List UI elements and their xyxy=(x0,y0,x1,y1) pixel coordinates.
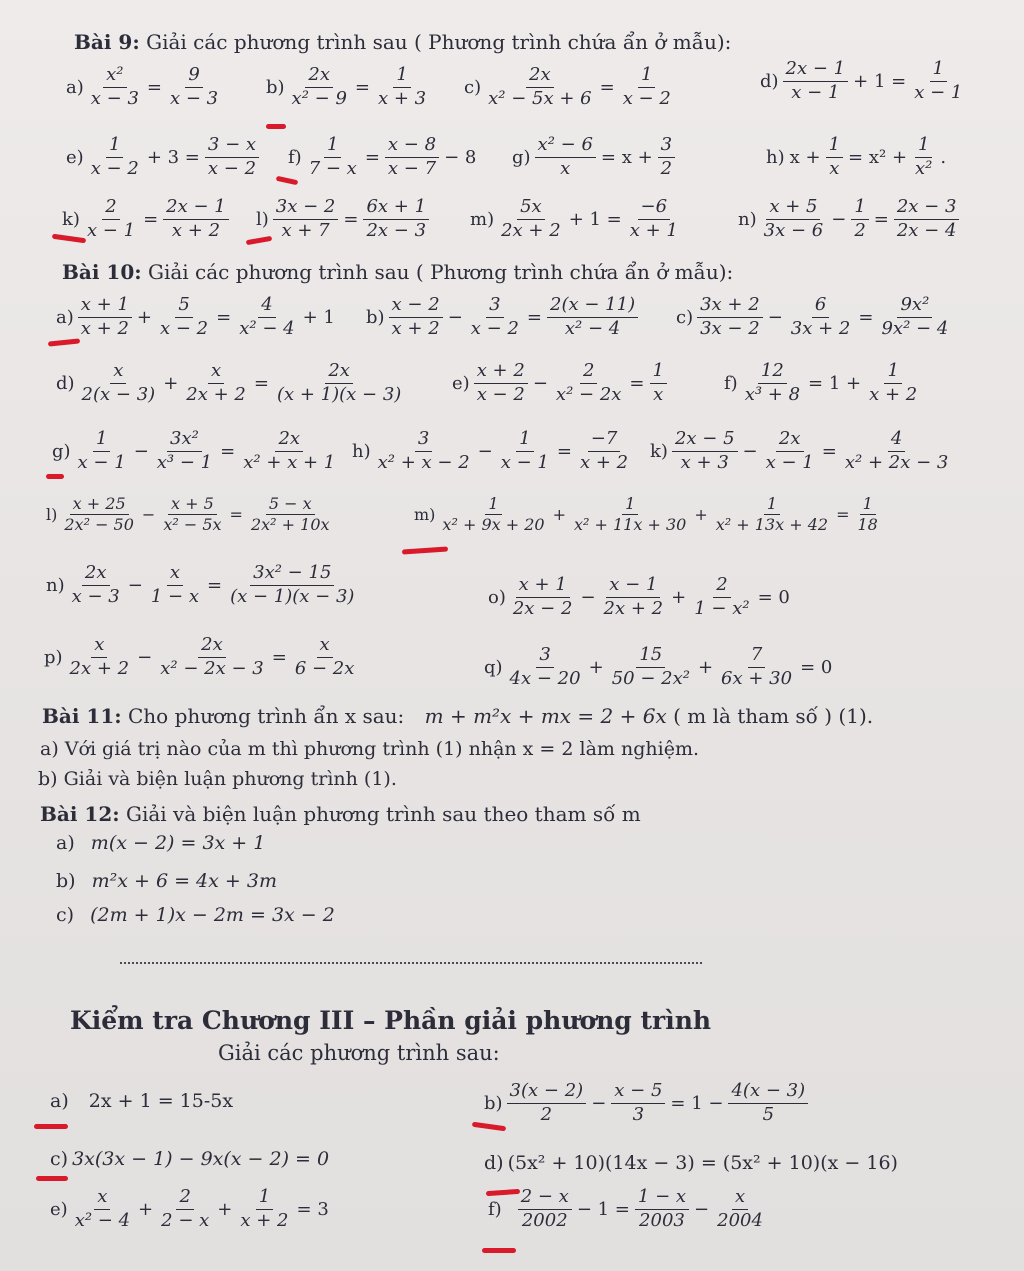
bai10-item-e: e) $\frac{x + 2}{x - 2}$ − $\frac{2}{\text{x² − 2x}}$ = $\frac{1}{x}$ xyxy=(452,360,669,406)
test-heading: Kiểm tra Chương III – Phần giải phương trình xyxy=(70,1006,712,1035)
bai9-item-h: h) x + $\frac{1}{x}$ = x² + $\frac{1}{\text{x²}}$ . xyxy=(766,134,947,179)
bai12-part-c: c) (2m + 1)x − 2m = 3x − 2 xyxy=(56,904,335,926)
bai10-item-p: p) $\frac{x}{2x + 2}$ − $\frac{2x}{\text{x² − 2x − 3}}$ = $\frac{x}{6 - 2x}$ xyxy=(44,634,355,679)
bai9-item-m: m) $\frac{5x}{2x + 2}$ + 1 = $\frac{-6}{x + 1}$ xyxy=(470,196,678,241)
red-mark-bai9-b xyxy=(266,124,286,129)
bai9-item-l: l) $\frac{3x - 2}{x + 7}$ = $\frac{6x + 1}{2x - 3}$ xyxy=(256,196,431,242)
bai9-item-a: a) $\frac{\text{x²}}{x - 3}$ = $\frac{9}{x - 3}$ xyxy=(66,64,219,109)
bai10-item-m: m) $\frac{1}{\text{x² + 9x + 20}}$ + $\frac{1}{\text{x² + 11x + 30}}$ + $\frac{1}{\text{x² + 13x + 42}}$ = $\frac{1}{18}$ xyxy=(414,494,878,534)
test-item-b: b) $\frac{3(x - 2)}{2}$ − $\frac{x - 5}{3}$ = 1 − $\frac{4(x - 3)}{5}$ xyxy=(484,1080,810,1126)
test-item-d: d) (5x² + 10)(14x − 3) = (5x² + 10)(x − 16) xyxy=(484,1152,898,1174)
bai12-title: Bài 12: Giải và biện luận phương trình sau theo tham số m xyxy=(40,802,641,826)
bai11-part-a: a) Với giá trị nào của m thì phương trình (1) nhận x = 2 làm nghiệm. xyxy=(40,738,699,760)
bai10-item-n: n) $\frac{2x}{x - 3}$ − $\frac{x}{1 - x}$ = $\frac{\text{3x² − 15}}{(x - 1)(x - 3)}$ xyxy=(46,562,355,607)
bai11-title: Bài 11: Cho phương trình ẩn x sau: m + m²x + mx = 2 + 6x ( m là tham số ) (1). xyxy=(42,704,874,728)
bai9-item-b: b) $\frac{2x}{\text{x² − 9}}$ = $\frac{1}{x + 3}$ xyxy=(266,64,427,109)
bai11-part-b: b) Giải và biện luận phương trình (1). xyxy=(38,768,397,790)
bai10-item-d: d) $\frac{x}{2(x - 3)}$ + $\frac{x}{2x + 2}$ = $\frac{2x}{(x + 1)(x - 3)}$ xyxy=(56,360,402,405)
bai9-item-k: k) $\frac{2}{x - 1}$ = $\frac{2x - 1}{x + 2}$ xyxy=(62,196,231,242)
bai10-item-o: o) $\frac{x + 1}{2x - 2}$ − $\frac{x - 1}{2x + 2}$ + $\frac{2}{\text{1 − x²}}$ = 0 xyxy=(488,574,790,619)
bai9-item-c: c) $\frac{2x}{\text{x² − 5x + 6}}$ = $\frac{1}{x - 2}$ xyxy=(464,64,671,109)
bai9-item-f: f) $\frac{1}{7 - x}$ = $\frac{x - 8}{x - 7}$ − 8 xyxy=(288,134,477,179)
test-item-e: e) $\frac{x}{\text{x² − 4}}$ + $\frac{2}{2 - x}$ + $\frac{1}{x + 2}$ = 3 xyxy=(50,1186,329,1231)
test-item-a: a) 2x + 1 = 15-5x xyxy=(50,1090,234,1112)
red-mark-bai10-a xyxy=(48,338,80,346)
bai9-item-e: e) $\frac{1}{x - 2}$ + 3 = $\frac{3 - x}{x - 2}$ xyxy=(66,134,261,180)
bai12-part-b: b) m²x + 6 = 4x + 3m xyxy=(56,870,277,892)
red-mark-test-a xyxy=(34,1124,68,1129)
bai10-item-l: l) $\frac{x + 25}{\text{2x² − 50}}$ − $\frac{x + 5}{\text{x² − 5x}}$ = $\frac{5 - x}{\text{2x² + 10x}}$ xyxy=(46,494,330,534)
red-mark-bai9-l xyxy=(246,236,272,245)
bai10-item-g: g) $\frac{1}{x - 1}$ − $\frac{\text{3x²}}{\text{x³ − 1}}$ = $\frac{2x}{\text{x² + x + 1}}$ xyxy=(52,428,336,473)
bai10-item-c: c) $\frac{3x + 2}{3x - 2}$ − $\frac{6}{3x + 2}$ = $\frac{\text{9x²}}{\text{9x² − 4}}$ xyxy=(676,294,949,339)
bai10-item-f: f) $\frac{12}{\text{x³ + 8}}$ = 1 + $\frac{1}{x + 2}$ xyxy=(724,360,918,405)
test-subheading: Giải các phương trình sau: xyxy=(218,1041,500,1065)
bai10-item-a: a) $\frac{x + 1}{x + 2}$ + $\frac{5}{x - 2}$ = $\frac{4}{\text{x² − 4}}$ + 1 xyxy=(56,294,335,339)
red-mark-test-c xyxy=(36,1176,68,1181)
red-mark-bai10-m xyxy=(402,546,448,554)
bai9-title: Bài 9: Giải các phương trình sau ( Phương trình chứa ẩn ở mẫu): xyxy=(74,30,732,54)
bai9-item-d: d) $\frac{2x - 1}{x - 1}$ + 1 = $\frac{1}{x - 1}$ xyxy=(760,58,963,103)
bai10-item-k: k) $\frac{2x - 5}{x + 3}$ − $\frac{2x}{x - 1}$ = $\frac{4}{\text{x² + 2x − 3}}$ xyxy=(650,428,949,473)
dotted-separator xyxy=(120,962,702,964)
test-item-c: c) 3x(3x − 1) − 9x(x − 2) = 0 xyxy=(50,1148,330,1170)
bai12-part-a: a) m(x − 2) = 3x + 1 xyxy=(56,832,266,854)
bai10-title: Bài 10: Giải các phương trình sau ( Phương trình chứa ẩn ở mẫu): xyxy=(62,260,734,284)
bai10-item-b: b) $\frac{x - 2}{x + 2}$ − $\frac{3}{x - 2}$ = $\frac{2(x - 11)}{\text{x² − 4}}$ xyxy=(366,294,640,340)
red-mark-bai10-g xyxy=(46,474,64,479)
bai9-item-n: n) $\frac{x + 5}{3x - 6}$ − $\frac{1}{2}$ = $\frac{2x - 3}{2x - 4}$ xyxy=(738,196,961,242)
red-mark-test-f-bottom xyxy=(482,1248,516,1253)
bai10-item-q: q) $\frac{3}{4x - 20}$ + $\frac{15}{\text{50 − 2x²}}$ + $\frac{7}{6x + 30}$ = 0 xyxy=(484,644,833,689)
bai10-item-h: h) $\frac{3}{\text{x² + x − 2}}$ − $\frac{1}{x - 1}$ = $\frac{-7}{x + 2}$ xyxy=(352,428,629,473)
bai9-item-g: g) $\frac{\text{x² − 6}}{x}$ = x + $\frac{3}{2}$ xyxy=(512,134,677,180)
test-item-f: f) $\frac{2 - x}{2002}$ − 1 = $\frac{1 - x}{2003}$ − $\frac{x}{2004}$ xyxy=(488,1186,763,1231)
